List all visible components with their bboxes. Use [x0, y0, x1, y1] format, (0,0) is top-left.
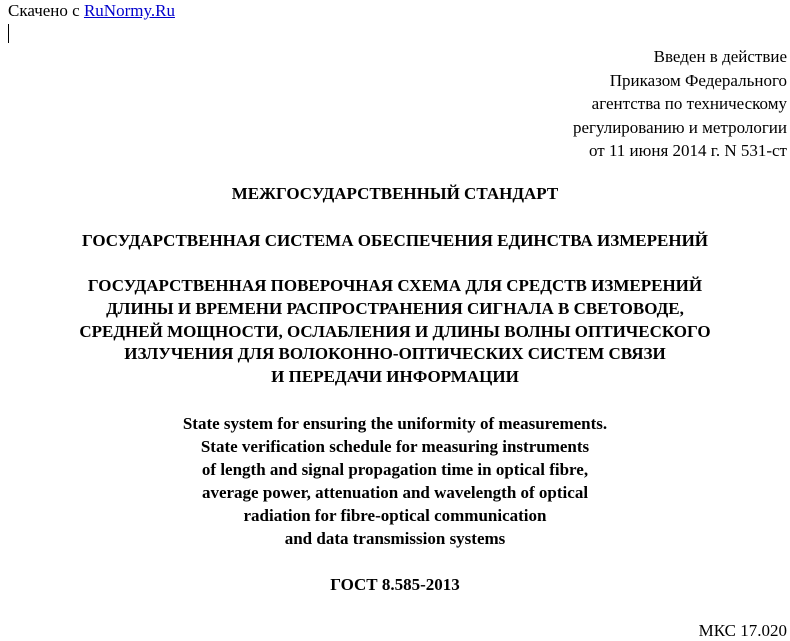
gost-number: ГОСТ 8.585-2013	[330, 575, 460, 594]
source-line	[8, 1, 175, 21]
english-title-line: of length and signal propagation time in optical fibre,	[201, 460, 589, 479]
approval-line: Введен в действие	[653, 47, 787, 66]
english-title	[0, 412, 790, 550]
text-cursor	[8, 24, 9, 43]
english-title-line: State verification schedule for measuring instruments	[200, 437, 590, 456]
scheme-title-line: ИЗЛУЧЕНИЯ ДЛЯ ВОЛОКОННО-ОПТИЧЕСКИХ СИСТЕМ СВЯЗИ	[124, 344, 666, 364]
source-prefix: Скачено с	[8, 1, 84, 20]
english-title-line: State system for ensuring the uniformity of measurements.	[182, 414, 608, 433]
standard-type: МЕЖГОСУДАРСТВЕННЫЙ СТАНДАРТ	[231, 184, 559, 203]
source-link[interactable]: RuNormy.Ru	[83, 1, 175, 20]
english-title-line: and data transmission systems	[284, 529, 506, 548]
scheme-title	[0, 275, 790, 389]
english-title-line: radiation for fibre-optical communication	[243, 506, 547, 525]
english-title-line: average power, attenuation and wavelength of optical	[201, 483, 589, 502]
approval-line: от 11 июня 2014 г. N 531-ст	[588, 141, 787, 160]
approval-line: Приказом Федерального	[609, 70, 787, 90]
mks-code: МКС 17.020	[698, 621, 787, 640]
approval-line: регулированию и метрологии	[572, 117, 787, 137]
approval-line: агентства по техническому	[591, 94, 787, 113]
scheme-title-line: СРЕДНЕЙ МОЩНОСТИ, ОСЛАБЛЕНИЯ И ДЛИНЫ ВОЛНЫ ОПТИЧЕСКОГО	[79, 321, 711, 341]
scheme-title-line: И ПЕРЕДАЧИ ИНФОРМАЦИИ	[271, 367, 519, 387]
scheme-title-line: ДЛИНЫ И ВРЕМЕНИ РАСПРОСТРАНЕНИЯ СИГНАЛА В СВЕТОВОДЕ,	[106, 298, 684, 318]
approval-block	[573, 45, 787, 163]
scheme-title-line: ГОСУДАРСТВЕННАЯ ПОВЕРОЧНАЯ СХЕМА ДЛЯ СРЕДСТВ ИЗМЕРЕНИЙ	[87, 276, 703, 295]
system-title: ГОСУДАРСТВЕННАЯ СИСТЕМА ОБЕСПЕЧЕНИЯ ЕДИНСТВА ИЗМЕРЕНИЙ	[81, 231, 709, 250]
